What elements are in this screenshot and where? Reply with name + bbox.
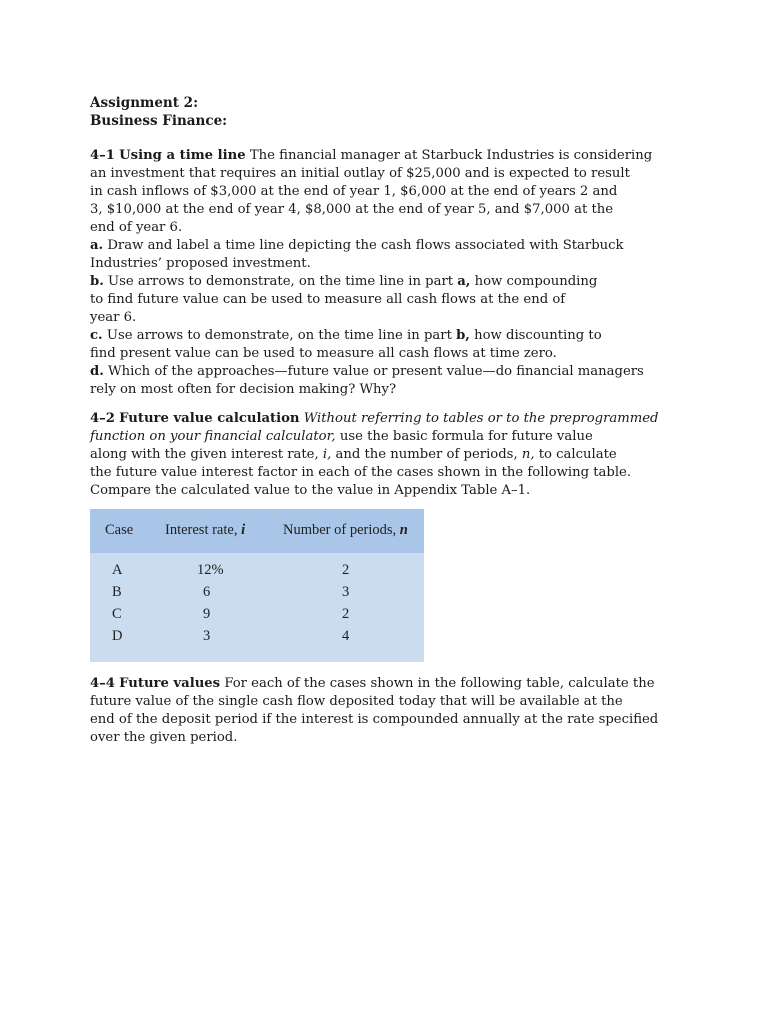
- q41-b-label: b.: [90, 274, 104, 289]
- q41-number: 4–1: [90, 148, 115, 163]
- header-rate-label: Interest rate,: [165, 522, 238, 538]
- q42-var-i: i,: [322, 447, 332, 462]
- row-a-rate: 12%: [197, 562, 224, 578]
- q41-intro-5: end of year 6.: [90, 220, 183, 235]
- q41-part-b: [90, 273, 597, 291]
- q42-var-n: n,: [521, 447, 535, 462]
- row-c-periods: 2: [342, 606, 350, 622]
- q44-heading: Future values: [119, 676, 221, 691]
- q41-heading-line: [90, 147, 652, 165]
- q41-c-2: find present value can be used to measure all cash flows at time zero.: [90, 346, 557, 361]
- q42-number: 4–2: [90, 411, 115, 426]
- q42-line-3c: to calculate: [538, 447, 617, 462]
- q42-line-5: Compare the calculated value to the value in Appendix Table A–1.: [90, 483, 531, 498]
- q41-heading: Using a time line: [119, 148, 246, 163]
- q44-line-2: future value of the single cash flow deposited today that will be available at the: [90, 694, 623, 709]
- q41-d-label: d.: [90, 364, 104, 379]
- q41-c-ref: b,: [456, 328, 470, 343]
- q42-line-2: [90, 428, 593, 446]
- row-b-periods: 3: [342, 584, 350, 600]
- assignment-title: Assignment 2:: [90, 95, 199, 111]
- q42-italic-2: function on your financial calculator,: [90, 429, 336, 444]
- q41-b-ref: a,: [457, 274, 471, 289]
- q41-a-label: a.: [90, 238, 104, 253]
- q41-d-2: rely on most often for decision making? Why?: [90, 382, 397, 397]
- q44-heading-line: [90, 675, 655, 693]
- q41-c-1a: Use arrows to demonstrate, on the time line in part: [106, 328, 452, 343]
- course-title: Business Finance:: [90, 113, 228, 129]
- q42-line-3: [90, 446, 617, 464]
- q42-line-4: the future value interest factor in each of the cases shown in the following table.: [90, 465, 632, 480]
- q42-italic-1: Without referring to tables or to the preprogrammed: [303, 411, 659, 426]
- row-a-case: A: [112, 562, 123, 578]
- q44-number: 4–4: [90, 676, 115, 691]
- q41-intro-1: The financial manager at Starbuck Industries is considering: [249, 148, 653, 163]
- q42-line-2b: use the basic formula for future value: [339, 429, 593, 444]
- q44-line-3: end of the deposit period if the interest is compounded annually at the rate specified: [90, 712, 659, 727]
- q41-b-1b: how compounding: [474, 274, 598, 289]
- q41-a-2: Industries’ proposed investment.: [90, 256, 311, 271]
- q41-intro-4: 3, $10,000 at the end of year 4, $8,000 at the end of year 5, and $7,000 at the: [90, 202, 614, 217]
- row-d-periods: 4: [342, 628, 350, 644]
- q41-intro-3: in cash inflows of $3,000 at the end of year 1, $6,000 at the end of years 2 and: [90, 184, 618, 199]
- row-c-rate: 9: [203, 606, 211, 622]
- q41-a-1: Draw and label a time line depicting the cash flows associated with Starbuck: [107, 238, 624, 253]
- q41-intro-2: an investment that requires an initial outlay of $25,000 and is expected to result: [90, 166, 630, 181]
- header-case: Case: [105, 522, 134, 538]
- row-a-periods: 2: [342, 562, 350, 578]
- header-periods: [283, 522, 408, 539]
- q42-line-3a: along with the given interest rate,: [90, 447, 319, 462]
- q41-c-label: c.: [90, 328, 103, 343]
- row-c-case: C: [112, 606, 122, 622]
- interest-table: [90, 509, 424, 662]
- row-b-case: B: [112, 584, 122, 600]
- q41-c-1b: how discounting to: [474, 328, 602, 343]
- header-periods-label: Number of periods,: [283, 522, 397, 538]
- row-b-rate: 6: [203, 584, 211, 600]
- table-header-row: [90, 509, 424, 553]
- q42-line-3b: and the number of periods,: [335, 447, 518, 462]
- header-periods-var: n: [399, 522, 408, 538]
- q41-part-d: [90, 363, 644, 381]
- row-d-rate: 3: [203, 628, 211, 644]
- q42-heading-line: [90, 410, 659, 428]
- header-rate: [165, 522, 245, 539]
- row-d-case: D: [112, 628, 123, 644]
- document-header: [90, 94, 227, 130]
- q41-part-a: [90, 237, 624, 255]
- q41-b-2: to find future value can be used to measure all cash flows at the end of: [90, 292, 566, 307]
- header-rate-var: i: [241, 522, 246, 538]
- q41-b-3: year 6.: [90, 310, 137, 325]
- q41-b-1a: Use arrows to demonstrate, on the time line in part: [108, 274, 454, 289]
- q42-heading: Future value calculation: [119, 411, 300, 426]
- q44-line-4: over the given period.: [90, 730, 238, 745]
- q41-part-c: [90, 327, 602, 345]
- q41-d-1: Which of the approaches—future value or present value—do financial managers: [108, 364, 644, 379]
- q44-line-1: For each of the cases shown in the following table, calculate the: [224, 676, 655, 691]
